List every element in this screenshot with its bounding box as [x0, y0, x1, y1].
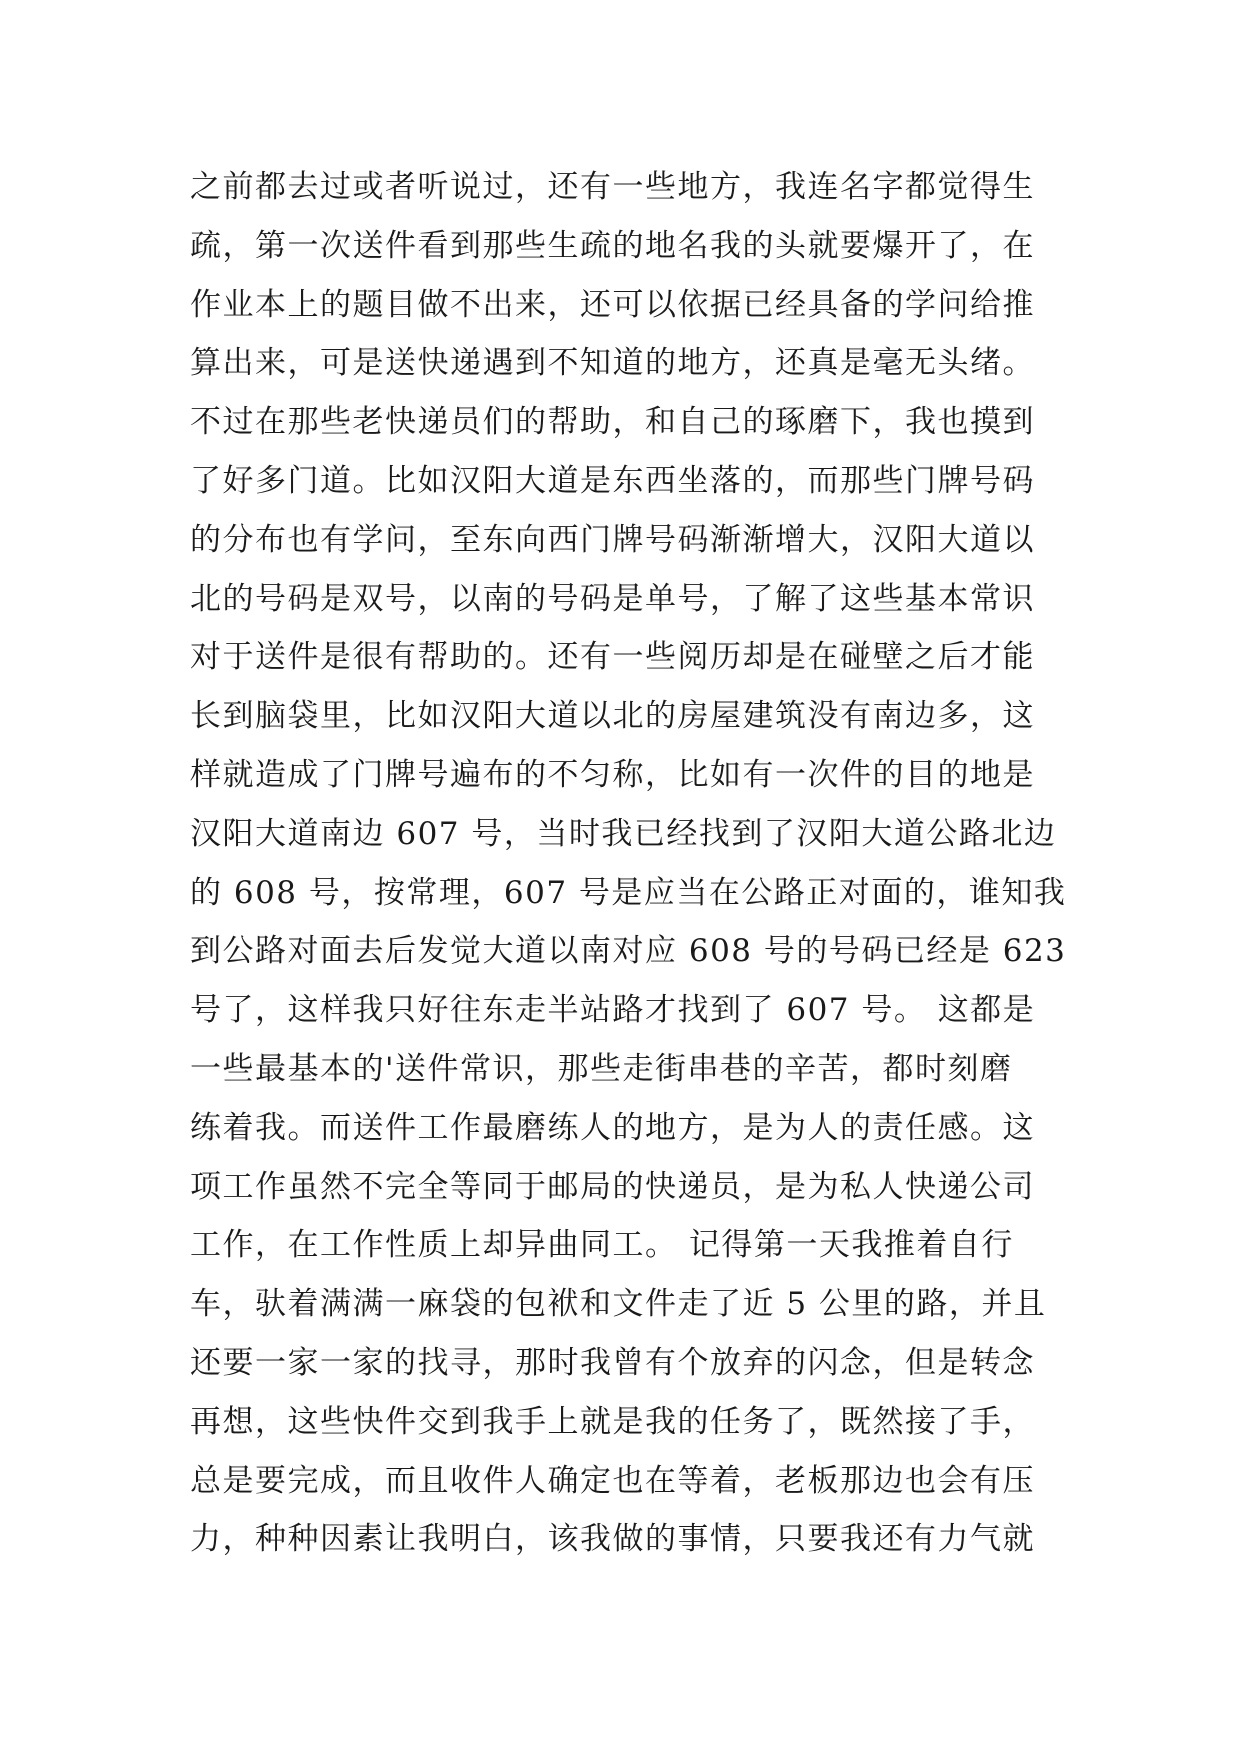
text-line: 长到脑袋里，比如汉阳大道以北的房屋建筑没有南边多，这	[190, 698, 1035, 735]
text-line: 到公路对面去后发觉大道以南对应 608 号的号码已经是 623	[190, 933, 1067, 970]
text-line: 样就造成了门牌号遍布的不匀称，比如有一次件的目的地是	[190, 756, 1035, 793]
text-line: 疏，第一次送件看到那些生疏的地名我的头就要爆开了，在	[190, 227, 1035, 264]
text-line: 工作，在工作性质上却异曲同工。 记得第一天我推着自行	[190, 1227, 1014, 1264]
text-line: 了好多门道。比如汉阳大道是东西坐落的，而那些门牌号码	[190, 462, 1035, 499]
text-line: 再想，这些快件交到我手上就是我的任务了，既然接了手，	[190, 1403, 1035, 1440]
text-line: 的分布也有学问，至东向西门牌号码渐渐增大，汉阳大道以	[190, 521, 1035, 558]
text-line: 作业本上的题目做不出来，还可以依据已经具备的学问给推	[190, 286, 1035, 323]
text-line: 练着我。而送件工作最磨练人的地方，是为人的责任感。这	[190, 1109, 1035, 1146]
text-line: 号了，这样我只好往东走半站路才找到了 607 号。 这都是	[190, 992, 1036, 1029]
text-line: 北的号码是双号，以南的号码是单号，了解了这些基本常识	[190, 580, 1035, 617]
body-text	[190, 158, 1070, 1569]
text-line: 车，驮着满满一麻袋的包袱和文件走了近 5 公里的路，并且	[190, 1286, 1047, 1323]
text-line: 还要一家一家的找寻，那时我曾有个放弃的闪念，但是转念	[190, 1344, 1035, 1381]
text-line: 的 608 号，按常理，607 号是应当在公路正对面的，谁知我	[190, 874, 1067, 911]
text-line: 力，种种因素让我明白，该我做的事情，只要我还有力气就	[190, 1521, 1035, 1558]
text-line: 项工作虽然不完全等同于邮局的快递员，是为私人快递公司	[190, 1168, 1035, 1205]
text-line: 算出来，可是送快递遇到不知道的地方，还真是毫无头绪。	[190, 345, 1035, 382]
text-line: 之前都去过或者听说过，还有一些地方，我连名字都觉得生	[190, 169, 1035, 205]
text-line: 不过在那些老快递员们的帮助，和自己的琢磨下，我也摸到	[190, 404, 1035, 441]
text-line: 一些最基本的'送件常识，那些走街串巷的辛苦，都时刻磨	[190, 1050, 1013, 1087]
text-line: 总是要完成，而且收件人确定也在等着，老板那边也会有压	[190, 1462, 1035, 1499]
text-line: 汉阳大道南边 607 号，当时我已经找到了汉阳大道公路北边	[190, 815, 1057, 852]
text-line: 对于送件是很有帮助的。还有一些阅历却是在碰壁之后才能	[190, 639, 1035, 676]
